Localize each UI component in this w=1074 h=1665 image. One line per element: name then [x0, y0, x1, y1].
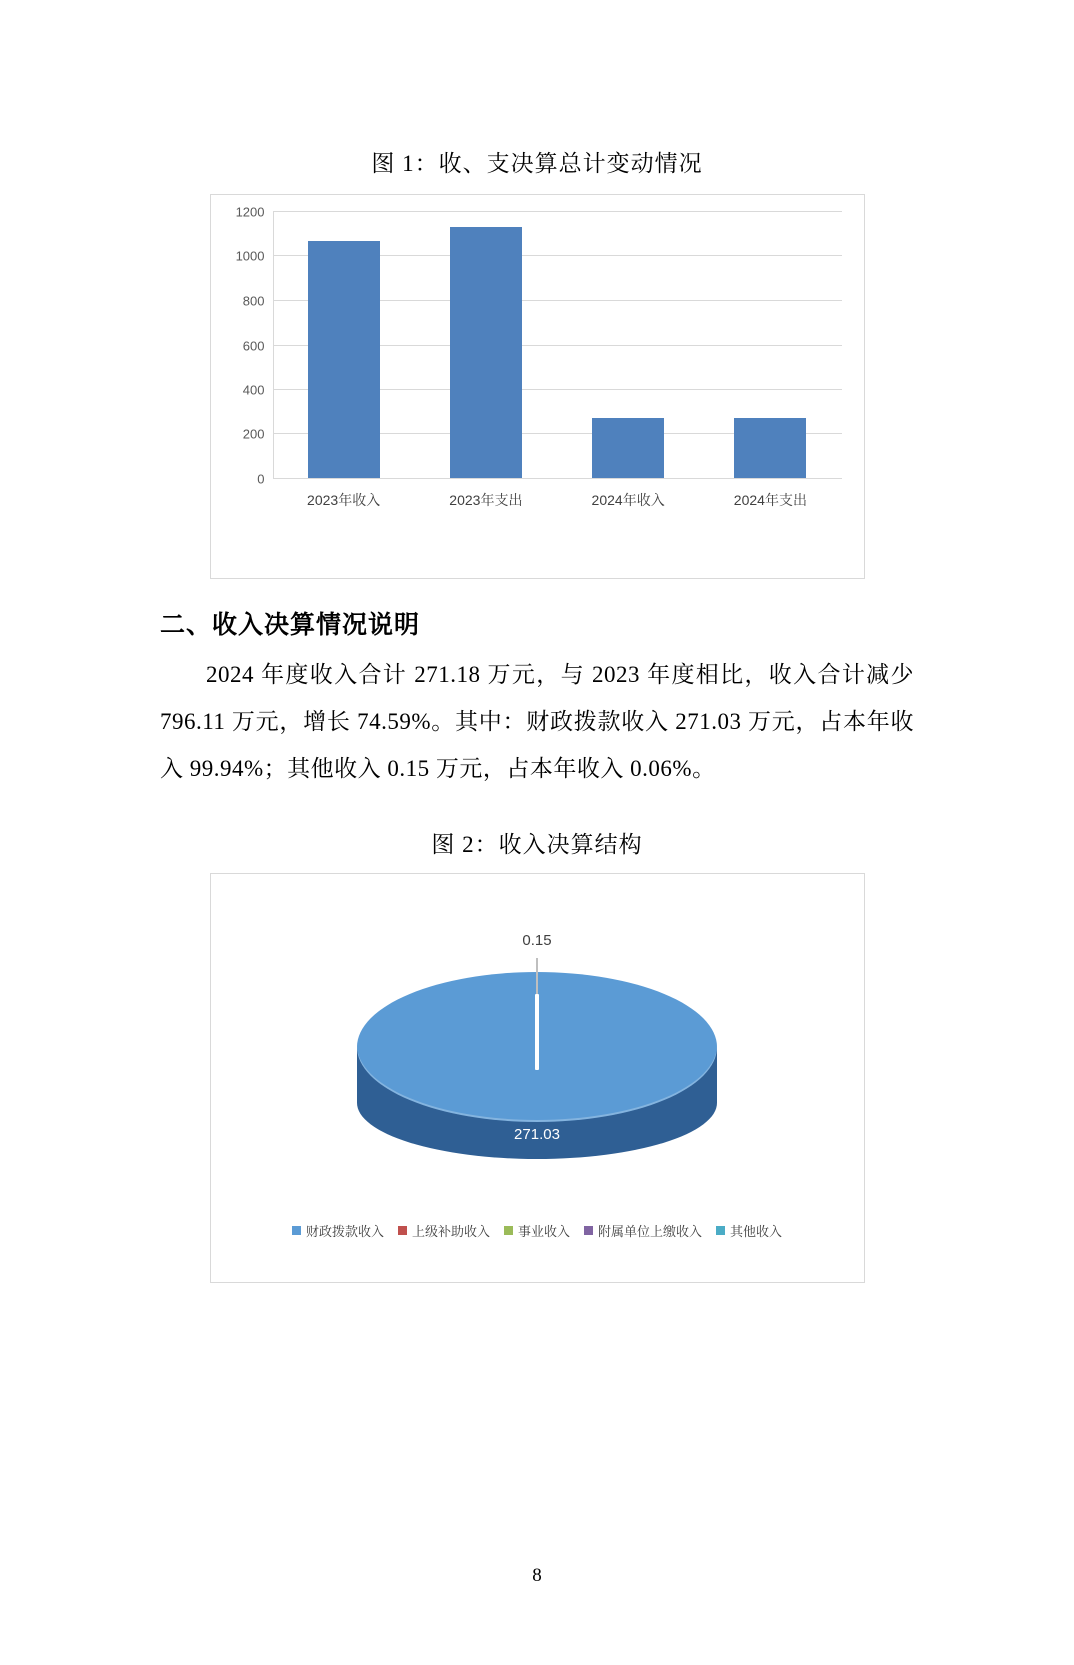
figure2-pie-chart — [210, 873, 865, 1283]
legend-swatch-icon — [398, 1226, 407, 1235]
y-tick-label: 200 — [242, 426, 265, 442]
pie-data-label-fiscal: 271.03 — [514, 1126, 560, 1143]
legend-label: 其他收入 — [730, 1224, 783, 1239]
figure1-bar-chart — [210, 194, 865, 579]
legend-swatch-icon — [292, 1226, 301, 1235]
legend-item-superior-subsidy[interactable] — [398, 1221, 490, 1240]
pie-3d-top — [357, 932, 717, 1122]
gridline-0 — [257, 471, 842, 487]
legend-item-fiscal-appropriation[interactable] — [292, 1221, 384, 1240]
y-tick-label: 1000 — [235, 248, 265, 264]
legend-item-other-income[interactable] — [716, 1221, 782, 1240]
bars-layer — [273, 211, 842, 478]
page-number: 8 — [532, 1565, 542, 1586]
x-tick-label: 2024年收入 — [591, 492, 665, 508]
bar-2023-income — [308, 241, 380, 478]
bar-slot — [699, 211, 841, 478]
bar-2023-expense — [450, 227, 522, 478]
legend-label: 附属单位上缴收入 — [598, 1224, 703, 1239]
legend-item-affiliated-unit-payment[interactable] — [584, 1221, 702, 1240]
legend-swatch-icon — [504, 1226, 513, 1235]
x-axis-labels — [273, 490, 842, 510]
y-tick-label: 400 — [242, 382, 265, 398]
pie-plot-area — [211, 932, 864, 1182]
y-tick-label: 600 — [242, 338, 265, 353]
x-tick-label: 2024年支出 — [733, 492, 807, 508]
pie-slice-separator — [535, 994, 539, 1070]
figure2-title: 图 2：收入决算结构 — [431, 832, 643, 857]
y-tick-label: 1200 — [235, 204, 265, 220]
legend-label: 上级补助收入 — [411, 1224, 490, 1239]
bar-plot-area — [235, 204, 842, 487]
document-page — [0, 145, 1074, 1665]
pie-legend — [211, 1221, 864, 1240]
bar-slot — [415, 211, 557, 478]
section-paragraph: 2024 年度收入合计 271.18 万元，与 2023 年度相比，收入合计减少 796.11 万元，增长 74.59%。其中：财政拨款收入 271.03 万元，占本年收入 99.94%；其他收入 0.15 万元，占本年收入 0.06%。 — [160, 662, 914, 781]
legend-swatch-icon — [584, 1226, 593, 1235]
bar-slot — [273, 211, 415, 478]
legend-label: 事业收入 — [517, 1224, 570, 1239]
pie-leader-line — [536, 958, 538, 994]
x-tick-label: 2023年收入 — [307, 492, 381, 508]
x-tick-label: 2023年支出 — [449, 492, 523, 508]
bar-2024-expense — [734, 418, 806, 478]
bar-2024-income — [592, 418, 664, 478]
y-tick-label: 0 — [257, 471, 265, 487]
legend-label: 财政拨款收入 — [305, 1224, 384, 1239]
section-heading: 二、收入决算情况说明 — [160, 611, 421, 639]
bar-slot — [557, 211, 699, 478]
figure1-title: 图 1：收、支决算总计变动情况 — [371, 151, 703, 176]
y-tick-label: 800 — [242, 293, 265, 309]
legend-item-business-income[interactable] — [504, 1221, 570, 1240]
pie-data-label-other: 0.15 — [522, 932, 552, 949]
legend-swatch-icon — [716, 1226, 725, 1235]
